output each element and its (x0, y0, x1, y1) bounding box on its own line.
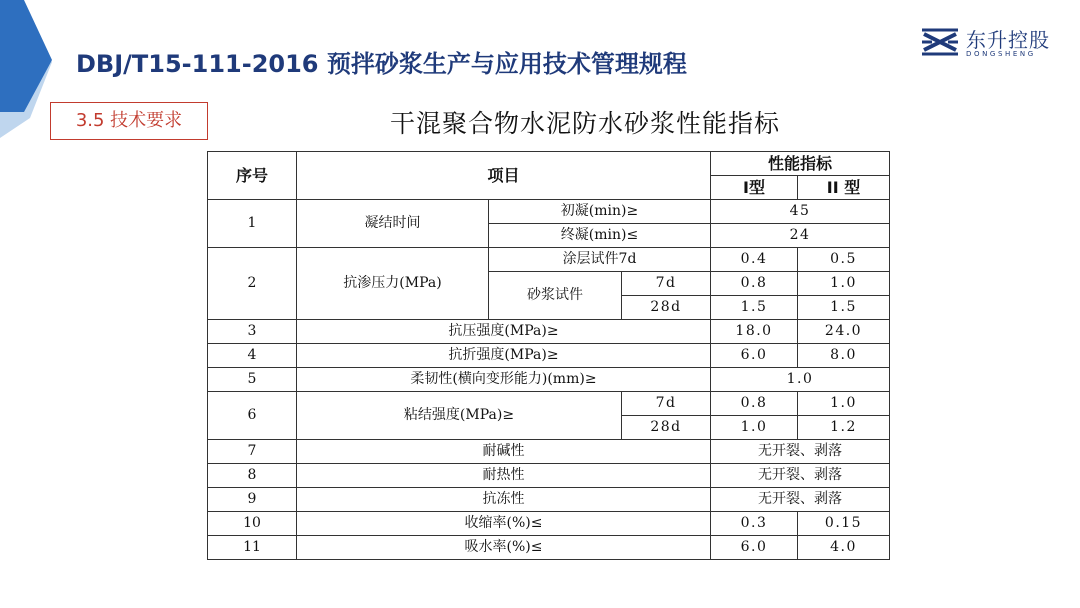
row-no: 1 (208, 200, 297, 248)
row-item: 耐热性 (297, 464, 711, 488)
row-no: 4 (208, 344, 297, 368)
row-no: 2 (208, 248, 297, 320)
logo-subtitle: DONGSHENG (966, 50, 1036, 58)
row-value-type1: 18.0 (711, 320, 798, 344)
row-sub-item: 初凝(min)≥ (489, 200, 711, 224)
company-logo (920, 24, 1060, 60)
row-value-type2: 1.2 (798, 416, 890, 440)
spec-table (207, 151, 890, 560)
row-value-type2: 0.15 (798, 512, 890, 536)
table-title: 干混聚合物水泥防水砂浆性能指标 (390, 109, 781, 138)
row-value: 1.0 (711, 368, 890, 392)
row-no: 9 (208, 488, 297, 512)
row-item: 吸水率(%)≤ (297, 536, 711, 560)
row-value: 无开裂、剥落 (711, 464, 890, 488)
row-value-type2: 8.0 (798, 344, 890, 368)
dongsheng-logo-icon (920, 26, 960, 58)
row-value-type1: 1.5 (711, 296, 798, 320)
table-row (208, 392, 890, 416)
table-row (208, 536, 890, 560)
section-label: 3.5 技术要求 (50, 102, 208, 140)
row-value: 无开裂、剥落 (711, 488, 890, 512)
table-row (208, 248, 890, 272)
row-no: 6 (208, 392, 297, 440)
row-value-type2: 1.0 (798, 272, 890, 296)
row-item: 收缩率(%)≤ (297, 512, 711, 536)
header-type2: II 型 (798, 176, 890, 200)
row-sub-item: 涂层试件7d (489, 248, 711, 272)
table-header-row (208, 152, 890, 176)
row-value: 24 (711, 224, 890, 248)
row-value-type1: 6.0 (711, 536, 798, 560)
row-value-type1: 1.0 (711, 416, 798, 440)
row-value-type2: 0.5 (798, 248, 890, 272)
table-row (208, 512, 890, 536)
table-row (208, 200, 890, 224)
header-item: 项目 (297, 152, 711, 200)
row-value-type2: 1.0 (798, 392, 890, 416)
table-row (208, 464, 890, 488)
row-value-type2: 1.5 (798, 296, 890, 320)
row-no: 10 (208, 512, 297, 536)
row-value-type1: 6.0 (711, 344, 798, 368)
logo-name: 东升控股 (966, 28, 1050, 52)
row-age: 28d (622, 296, 711, 320)
table-row (208, 344, 890, 368)
row-item: 抗渗压力(MPa) (297, 248, 489, 320)
row-value: 无开裂、剥落 (711, 440, 890, 464)
row-item: 凝结时间 (297, 200, 489, 248)
header-performance: 性能指标 (711, 152, 890, 176)
row-age: 7d (622, 272, 711, 296)
header-no: 序号 (208, 152, 297, 200)
table-row (208, 368, 890, 392)
header-type1: I型 (711, 176, 798, 200)
table-row (208, 488, 890, 512)
row-no: 5 (208, 368, 297, 392)
row-sub-item: 砂浆试件 (489, 272, 622, 320)
row-no: 8 (208, 464, 297, 488)
row-value-type2: 4.0 (798, 536, 890, 560)
row-item: 抗压强度(MPa)≥ (297, 320, 711, 344)
row-value-type1: 0.8 (711, 272, 798, 296)
row-item: 抗折强度(MPa)≥ (297, 344, 711, 368)
row-age: 28d (622, 416, 711, 440)
row-item: 抗冻性 (297, 488, 711, 512)
row-sub-item: 终凝(min)≤ (489, 224, 711, 248)
row-no: 3 (208, 320, 297, 344)
row-value-type1: 0.8 (711, 392, 798, 416)
row-value-type1: 0.4 (711, 248, 798, 272)
row-value-type1: 0.3 (711, 512, 798, 536)
table-row (208, 440, 890, 464)
row-item: 粘结强度(MPa)≥ (297, 392, 622, 440)
row-age: 7d (622, 392, 711, 416)
row-no: 7 (208, 440, 297, 464)
row-no: 11 (208, 536, 297, 560)
table-row (208, 320, 890, 344)
row-item: 耐碱性 (297, 440, 711, 464)
document-title: DBJ/T15-111-2016 预拌砂浆生产与应用技术管理规程 (76, 50, 687, 78)
row-value-type2: 24.0 (798, 320, 890, 344)
row-item: 柔韧性(横向变形能力)(mm)≥ (297, 368, 711, 392)
row-value: 45 (711, 200, 890, 224)
